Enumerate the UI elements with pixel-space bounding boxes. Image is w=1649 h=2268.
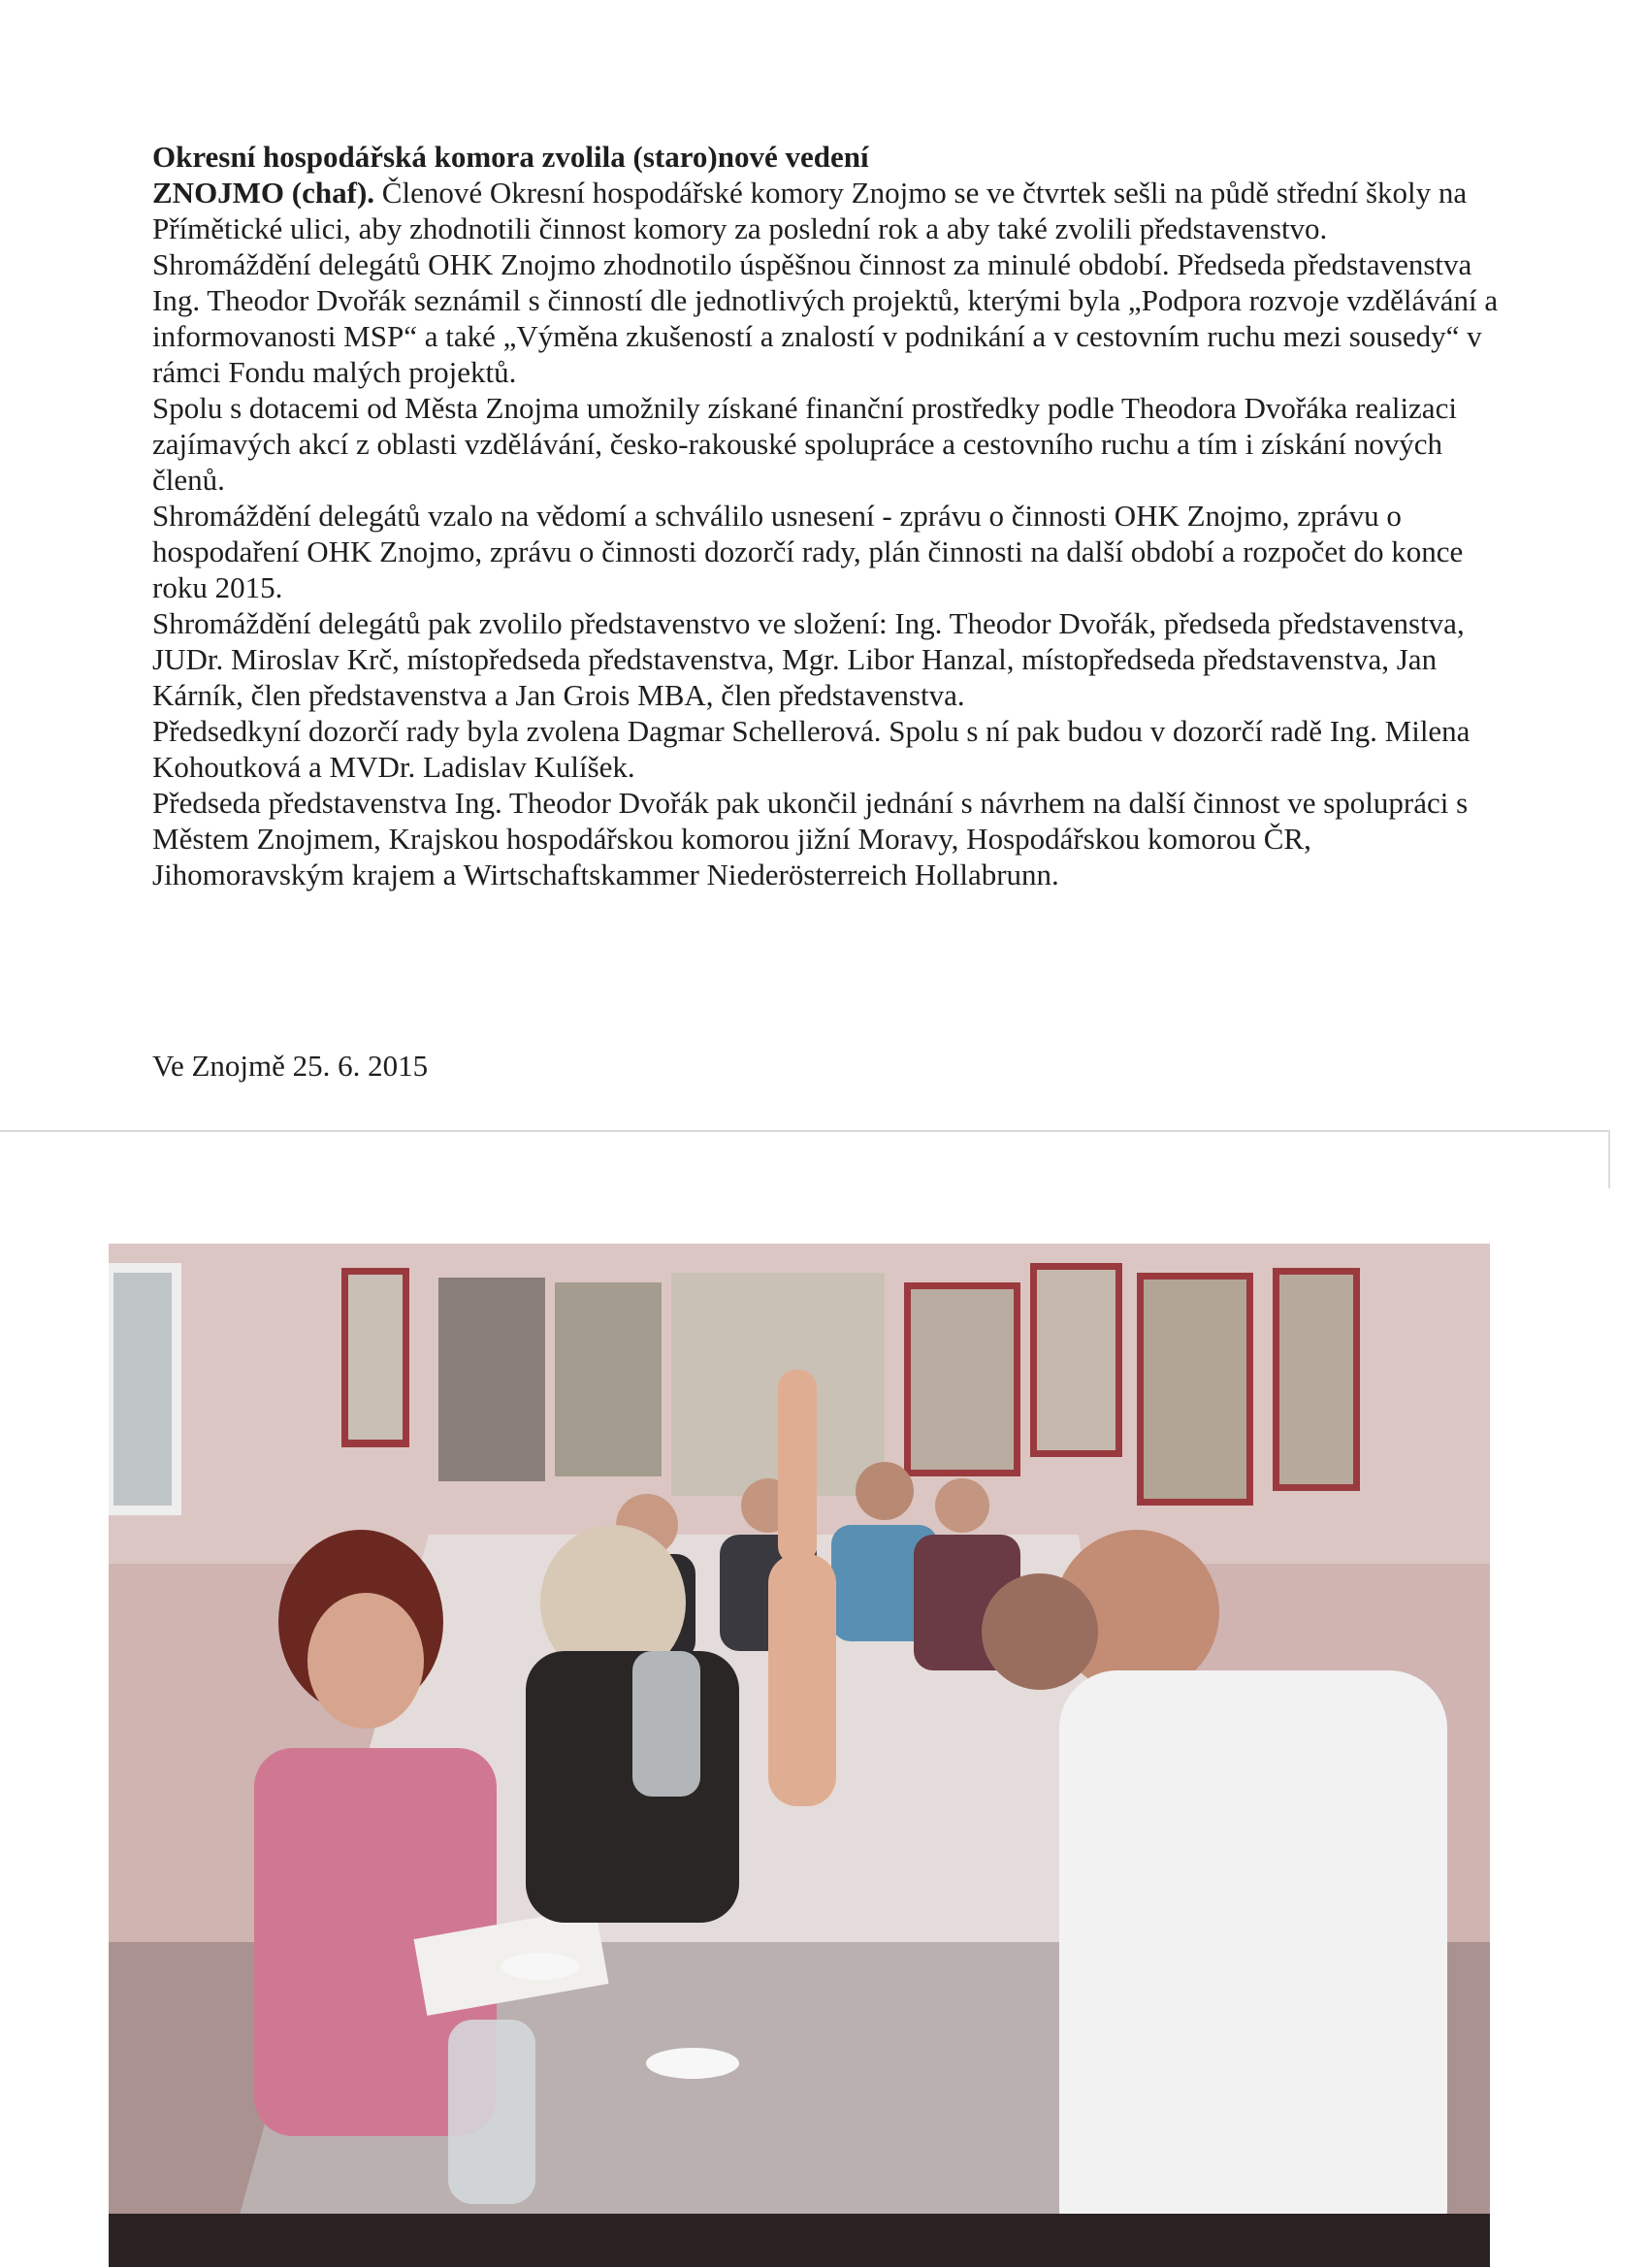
photo-poster-7-inner [1279,1275,1353,1484]
photo-poster-6-inner [1144,1280,1246,1499]
meeting-photo [109,1244,1490,2267]
clipping-edge-right [1608,1130,1610,1188]
photo-jug-2 [632,1651,700,1797]
photo-woman-face [307,1593,424,1729]
article-paragraph-2: Shromáždění delegátů OHK Znojmo zhodnotilo úspěšnou činnost za minulé období. Předseda představenstva Ing. Theodor Dvořák seznámil s činností dle jednotlivých projektů, kterými byla „Podpora rozvoje vzdělávání a informovanosti MSP“ a také „Výměna zkušeností a znalostí v podnikání a v cestovním ruchu mezi sousedy“ v rámci Fondu malých projektů. [152,247,1499,389]
clipping-edge [0,1130,1610,1132]
photo-poster-3 [555,1282,662,1476]
photo-window-blind [113,1273,172,1506]
photo-poster-2 [438,1278,545,1481]
photo-man-right-shirt [1059,1670,1447,2267]
photo-person-back-3 [856,1462,914,1520]
article-paragraph-3: Spolu s dotacemi od Města Znojma umožnily získané finanční prostředky podle Theodora Dvořáka realizaci zajímavých akcí z oblasti vzdělávání, česko-rakouské spolupráce a cestovního ruchu a tím i získání nových členů. [152,391,1457,497]
article-paragraph-7: Předseda představenstva Ing. Theodor Dvořák pak ukončil jednání s návrhem na další činnost ve spolupráci s Městem Znojmem, Krajskou hospodářskou komorou jižní Moravy, Hospodářskou komorou ČR, Jihomoravským krajem a Wirtschaftskammer Niederösterreich Hollabrunn. [152,786,1469,891]
photo-poster-5-inner [1037,1270,1116,1450]
photo-person-back-4 [935,1478,989,1533]
article-headline: Okresní hospodářská komora zvolila (staro)nové vedení [152,140,869,174]
photo-raised-arm [768,1554,836,1806]
article-paragraph-1-text: Členové Okresní hospodářské komory Znojmo se ve čtvrtek sešli na půdě střední školy na Přímětické ulici, aby zhodnotili činnost komory za poslední rok a aby také zvolili představenstvo. [152,176,1468,245]
article-dateline: Ve Znojmě 25. 6. 2015 [152,1049,429,1083]
article [152,139,1510,892]
article-paragraph-1 [152,175,1510,246]
photo-foreground [109,2214,1490,2267]
article-paragraph-5: Shromáždění delegátů pak zvolilo představenstvo ve složení: Ing. Theodor Dvořák, předseda představenstva, JUDr. Miroslav Krč, místopředseda představenstva, Mgr. Libor Hanzal, místopředseda představenstva, Jan Kárník, člen představenstva a Jan Grois MBA, člen představenstva. [152,606,1465,712]
article-paragraph-6: Předsedkyní dozorčí rady byla zvolena Dagmar Schellerová. Spolu s ní pak budou v dozorčí radě Ing. Milena Kohoutková a MVDr. Ladislav Kulíšek. [152,714,1471,784]
article-paragraph-4: Shromáždění delegátů vzalo na vědomí a schválilo usnesení - zprávu o činnosti OHK Znojmo, zprávu o hospodaření OHK Znojmo, zprávu o činnosti dozorčí rady, plán činnosti na další období a rozpočet do konce roku 2015. [152,499,1464,604]
photo-poster-4-inner [911,1289,1014,1470]
photo-cup-1 [646,2048,739,2079]
photo-jug-1 [448,2020,535,2204]
photo-raised-hand [778,1370,817,1564]
meeting-photo-illustration [109,1244,1490,2267]
photo-cup-2 [501,1953,579,1980]
photo-man-right-2 [982,1573,1098,1690]
article-lead: ZNOJMO (chaf). [152,176,375,210]
photo-poster-1-inner [348,1275,403,1440]
